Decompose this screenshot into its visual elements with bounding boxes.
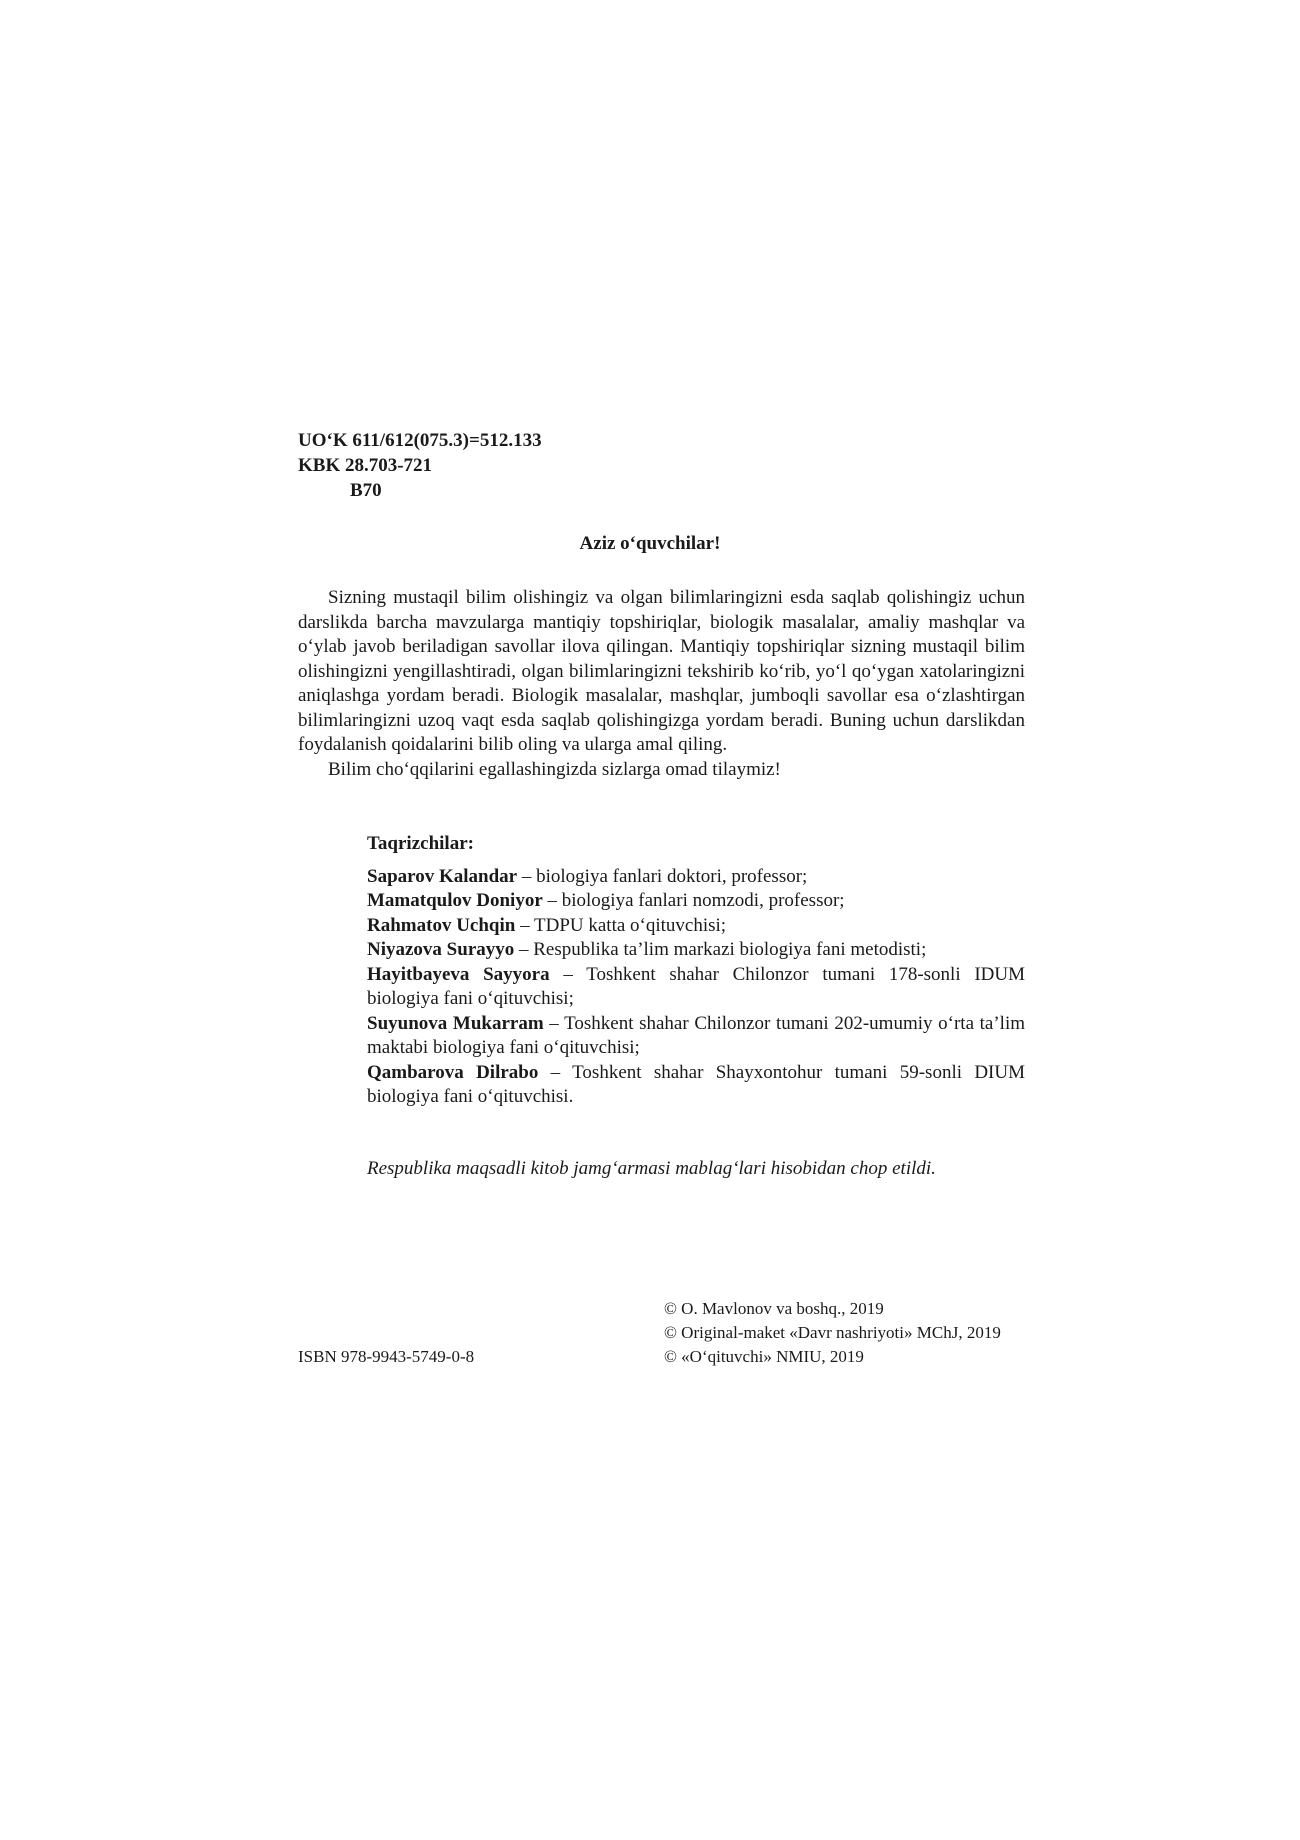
classification-codes: [298, 428, 542, 503]
reviewer-separator: –: [517, 865, 537, 887]
kbk-code: KBK 28.703-721: [298, 455, 433, 476]
reviewer-name: Qambarova Dilrabo: [367, 1061, 539, 1083]
preface-paragraph: Sizning mustaqil bilim olishingiz va olgan bilimlaringizni esda saqlab qolishingiz uchun darslikda barcha mavzularga mantiqiy topshiriqlar, biologik masalalar, amaliy mashqlar va o‘ylab javob beriladigan savollar ilova qilingan. Mantiqiy topshiriqlar sizning mustaqil bilim olishingizni yengillashtiradi, olgan bilimlaringizni tekshirib ko‘rib, yo‘l qo‘ygan xatolaringizni aniqlashga yordam beradi. Biologik masalalar, mashqlar, jumboqli savollar esa o‘zlashtirgan bilimlaringizni uzoq vaqt esda saqlab qolishingizga yordam beradi. Buning uchun darslikdan foydalanish qoidalarini bilib oling va ularga amal qiling.: [298, 587, 1025, 755]
reviewer-entry: [367, 963, 1025, 1012]
funding-note: Respublika maqsadli kitob jamg‘armasi mablag‘lari hisobidan chop etildi.: [367, 1158, 936, 1179]
author-mark: B70: [350, 480, 382, 501]
reviewers-heading: Taqrizchilar:: [367, 833, 474, 854]
reviewer-description: Toshkent shahar Chilonzor tumani 202-umumiy o‘rta ta’lim maktabi biologiya fani o‘qituvchisi;: [367, 1012, 1026, 1058]
reviewer-entry: [367, 1061, 1025, 1110]
isbn-number: ISBN 978-9943-5749-0-8: [298, 1347, 475, 1366]
copyright-line: © «O‘qituvchi» NMIU, 2019: [664, 1347, 864, 1366]
reviewer-separator: –: [515, 914, 534, 936]
reviewer-description: Toshkent shahar Chilonzor tumani 178-sonli IDUM biologiya fani o‘qituvchisi;: [367, 963, 1025, 1009]
reviewer-entry: [367, 889, 1025, 914]
copyright-block: [664, 1297, 1001, 1369]
reviewer-entry: [367, 914, 1025, 939]
reviewers-section: [367, 832, 1025, 1110]
reviewer-name: Hayitbayeva Sayyora: [367, 963, 550, 985]
reviewer-separator: –: [514, 939, 534, 960]
reviewer-name: Mamatqulov Doniyor: [367, 890, 543, 911]
preface-paragraph: Bilim cho‘qqilarini egallashingizda sizlarga omad tilaymiz!: [328, 758, 781, 780]
reviewer-name: Suyunova Mukarram: [367, 1012, 544, 1034]
reviewer-entry: [367, 865, 1025, 890]
copyright-line: © O. Mavlonov va boshq., 2019: [664, 1299, 884, 1318]
reviewer-description: Respublika ta’lim markazi biologiya fani metodisti;: [533, 939, 927, 960]
uok-code: UO‘K 611/612(075.3)=512.133: [298, 430, 542, 451]
reviewer-separator: –: [542, 890, 562, 911]
greeting-heading: Aziz o‘quvchilar!: [579, 533, 721, 554]
reviewer-separator: –: [543, 1012, 565, 1034]
reviewer-entry: [367, 1012, 1025, 1061]
reviewer-name: Niyazova Surayyo: [367, 939, 515, 960]
reviewer-name: Rahmatov Uchqin: [367, 914, 516, 936]
reviewer-entry: [367, 938, 1025, 963]
copyright-line: © Original-maket «Davr nashriyoti» MChJ, 2019: [664, 1323, 1001, 1342]
reviewer-name: Saparov Kalandar: [367, 865, 518, 887]
reviewer-description: Toshkent shahar Shayxontohur tumani 59-sonli DIUM biologiya fani o‘qituvchisi.: [367, 1061, 1025, 1107]
reviewer-separator: –: [538, 1061, 573, 1083]
reviewer-description: TDPU katta o‘qituvchisi;: [534, 914, 727, 936]
reviewer-description: biologiya fanlari nomzodi, professor;: [561, 890, 845, 911]
reviewer-description: biologiya fanlari doktori, professor;: [536, 865, 808, 887]
preface-text: [298, 586, 1025, 782]
reviewer-separator: –: [549, 963, 587, 985]
